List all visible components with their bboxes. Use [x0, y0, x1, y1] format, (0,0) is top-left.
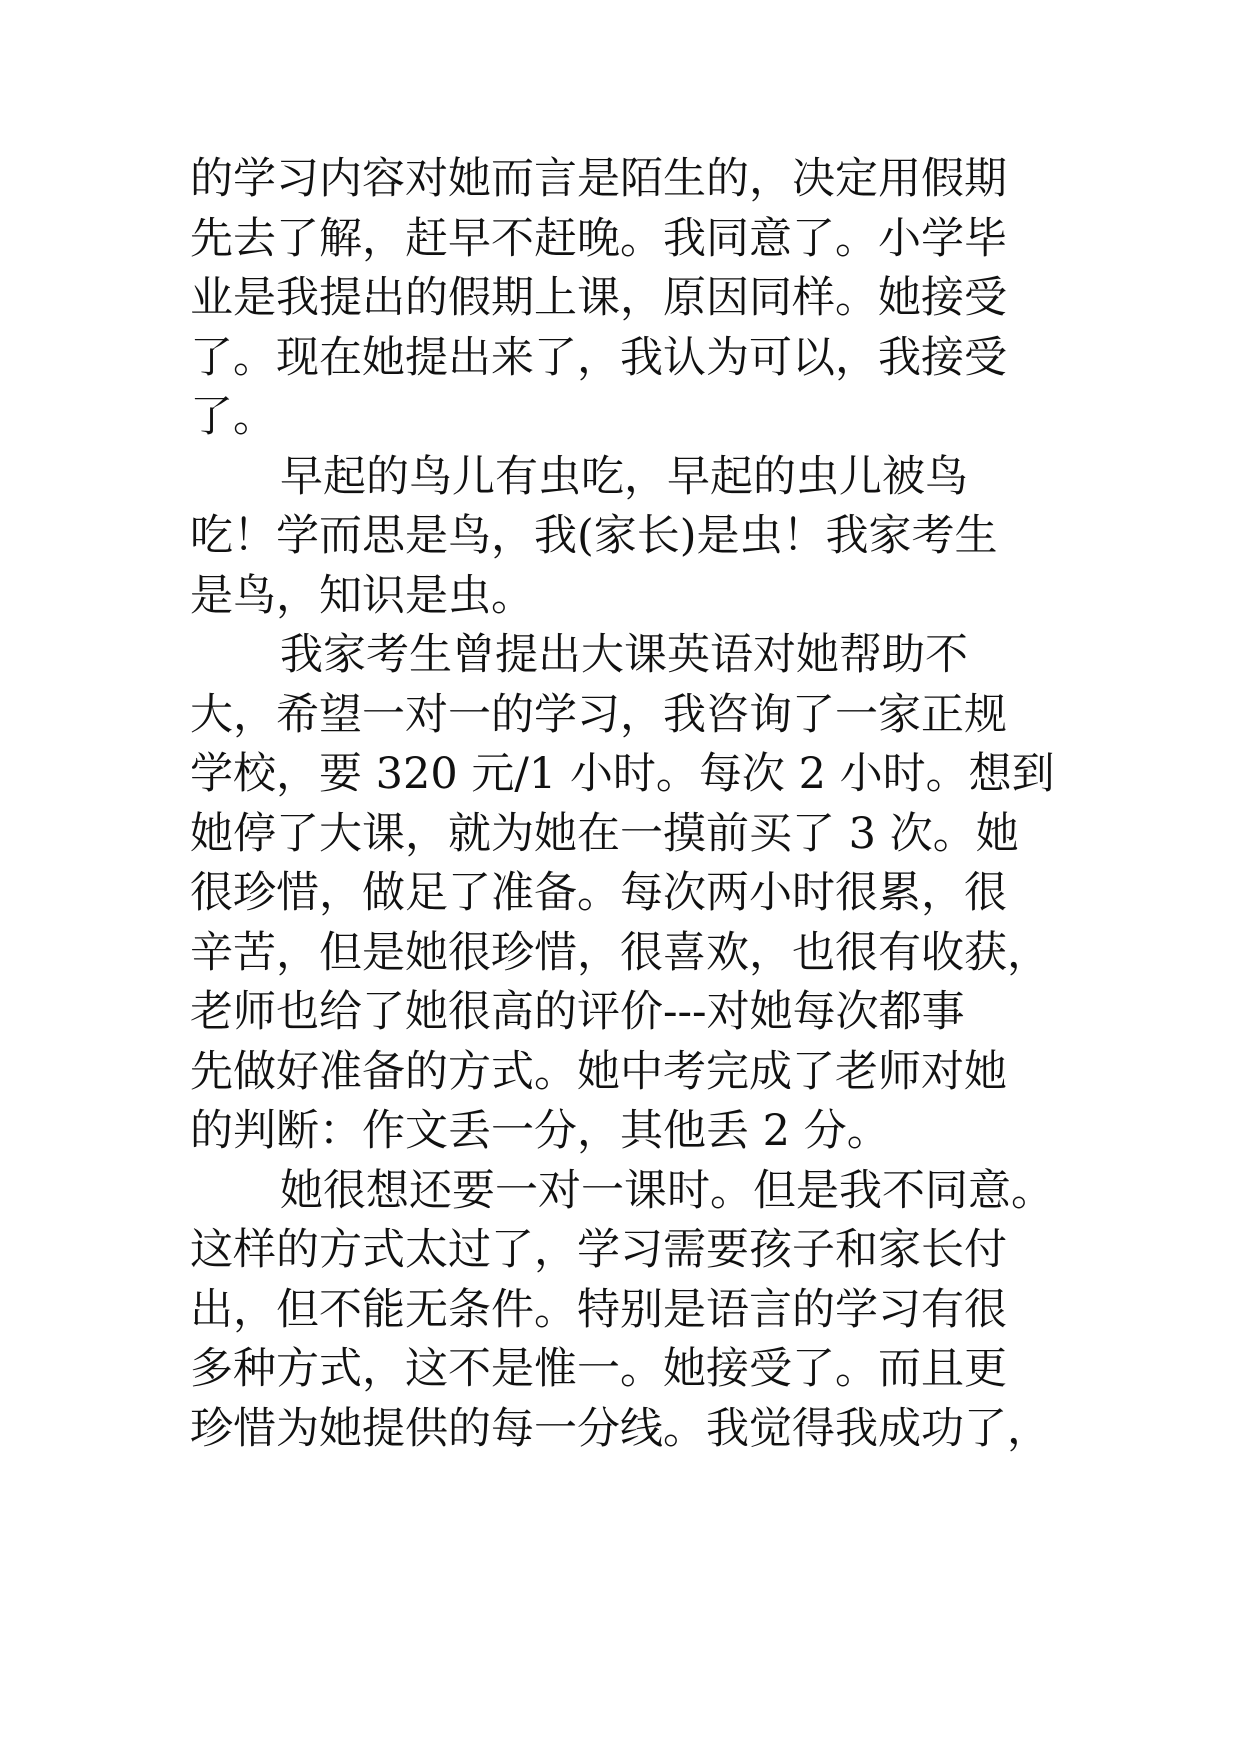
text-line: 学校，要 320 元/1 小时。每次 2 小时。想到: [190, 749, 1055, 799]
document-body: [190, 150, 1060, 1459]
text-line: 这样的方式太过了，学习需要孩子和家长付: [190, 1225, 1007, 1275]
text-line: 她停了大课，就为她在一摸前买了 3 次。她: [190, 808, 1019, 859]
paragraph-first-line: 我家考生曾提出大课英语对她帮助不: [280, 630, 968, 680]
text-line: 出，但不能无条件。特别是语言的学习有很: [190, 1284, 1007, 1335]
text-line: 是鸟，知识是虫。: [190, 570, 534, 621]
paragraph-first-line: 早起的鸟儿有虫吃，早起的虫儿被鸟: [280, 451, 968, 502]
text-line: 的学习内容对她而言是陌生的，决定用假期: [190, 154, 1007, 204]
text-line: 了。现在她提出来了，我认为可以，我接受: [190, 332, 1007, 383]
text-line: 珍惜为她提供的每一分线。我觉得我成功了，: [190, 1403, 1050, 1454]
text-line: 了。: [190, 392, 276, 442]
text-line: 先去了解，赶早不赶晚。我同意了。小学毕: [190, 213, 1007, 264]
text-line: 很珍惜，做足了准备。每次两小时很累，很: [190, 868, 1007, 918]
paragraph-first-line: 她很想还要一对一课时。但是我不同意。: [280, 1165, 1054, 1216]
text-line: 的判断：作文丢一分，其他丢 2 分。: [190, 1106, 890, 1156]
text-line: 吃！学而思是鸟，我(家长)是虫！我家考生: [190, 511, 998, 561]
text-line: 业是我提出的假期上课，原因同样。她接受: [190, 273, 1007, 323]
text-line: 先做好准备的方式。她中考完成了老师对她: [190, 1046, 1007, 1097]
text-line: 辛苦，但是她很珍惜，很喜欢，也很有收获，: [190, 927, 1050, 978]
text-line: 多种方式，这不是惟一。她接受了。而且更: [190, 1344, 1007, 1394]
text-line: 老师也给了她很高的评价---对她每次都事: [190, 987, 965, 1037]
text-line: 大，希望一对一的学习，我咨询了一家正规: [190, 689, 1007, 740]
